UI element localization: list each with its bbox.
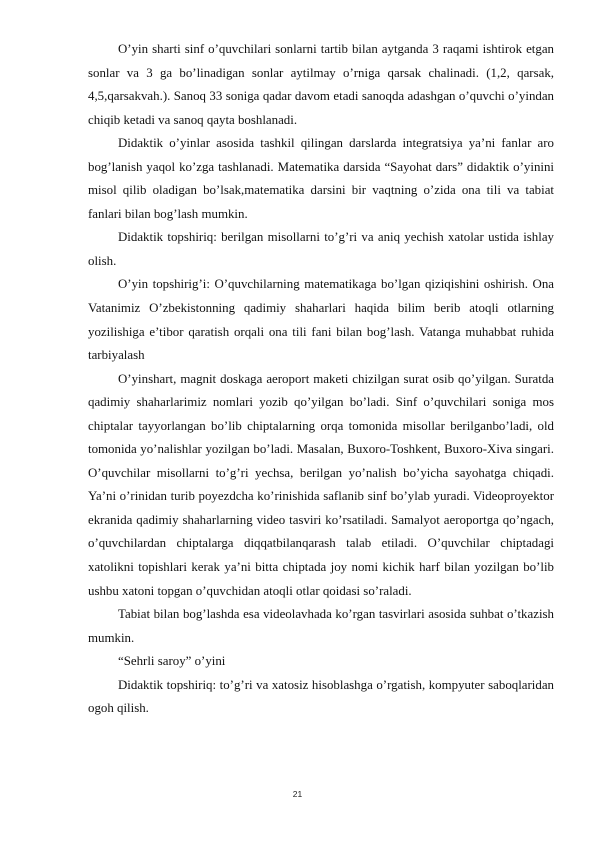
paragraph-game-rules: O’yinshart, magnit doskaga aeroport maketi chizilgan surat osib qo’yilgan. Suratda qadimiy shaharlarimiz nomlari yozib qo’yilgan bo’ladi. Sinf o’quvchilari soniga mos chiptalar tayyorlangan bo’lib chiptalarning orqa tomonida misollar berilganbo’ladi, old tomonida yo’nalishlar yozilgan bo’ladi. Masalan, Buxoro-Toshkent, Buxoro-Xiva singari. O’quvchilar misollarni to’g’ri yechsa, berilgan yo’nalish bo’yicha sayohatga chiqadi. Ya’ni o’rinidan turib poyezdcha ko’rinishida saflanib sinf bo’ylab yuradi. Videoproyektor ekranida qadimiy shaharlarning video tasviri ko’rsatiladi. Samalyot aeroportga qo’ngach, o’quvchilardan chiptalarga diqqatbilanqarash talab etiladi. O’quvchilar chiptadagi xatolikni topishlari kerak ya’ni bitta chiptada joy nomi kichik harf bilan yozilgan bo’lib ushbu xatoni topgan o’quvchidan atoqli otlar qoidasi so’raladi. <box>88 371 554 598</box>
page-number: 21 <box>292 789 303 799</box>
paragraph-game-task: O’yin topshirig’i: O’quvchilarning matematikaga bo’lgan qiziqishini oshirish. Ona Vatanimiz O’zbekistonning qadimiy shaharlari haqida bilim berib atoqli otlarning yozilishiga e’tibor qaratish orqali ona tili fani bilan bog’lash. Vatanga muhabbat ruhida tarbiyalash <box>88 277 554 363</box>
document-body <box>88 38 554 721</box>
paragraph-second-didactic-task: Didaktik topshiriq: to’g’ri va xatosiz hisoblashga o’rgatish, kompyuter saboqlaridan ogoh qilish. <box>88 677 554 716</box>
paragraph-magic-palace-title: “Sehrli saroy” o’yini <box>118 654 226 669</box>
paragraph-game-condition: O’yin sharti sinf o’quvchilari sonlarni tartib bilan aytganda 3 raqami ishtirok etgan sonlar va 3 ga bo’linadigan sonlar aytilmay o’rniga qarsak chalinadi. (1,2, qarsak, 4,5,qarsakvah.). Sanoq 33 soniga qadar davom etadi sanoqda adashgan o’quvchi o’yindan chiqib ketadi va sanoq qayta boshlanadi. <box>88 42 554 127</box>
paragraph-nature-link: Tabiat bilan bog’lashda esa videolavhada ko’rgan tasvirlari asosida suhbat o’tkazish mumkin. <box>88 607 554 645</box>
paragraph-didactic-task: Didaktik topshiriq: berilgan misollarni to’g’ri va aniq yechish xatolar ustida ishlay olish. <box>88 230 554 268</box>
paragraph-didactic-games-integration: Didaktik o’yinlar asosida tashkil qilingan darslarda integratsiya ya’ni fanlar aro bog’lanish yaqol ko’zga tashlanadi. Matematika darsida “Sayohat dars” didaktik o’yinini misol qilib oladigan bo’lsak,matematika darsini bir vaqtning o’zida ona tili va tabiat fanlari bilan bog’lash mumkin. <box>88 136 554 221</box>
